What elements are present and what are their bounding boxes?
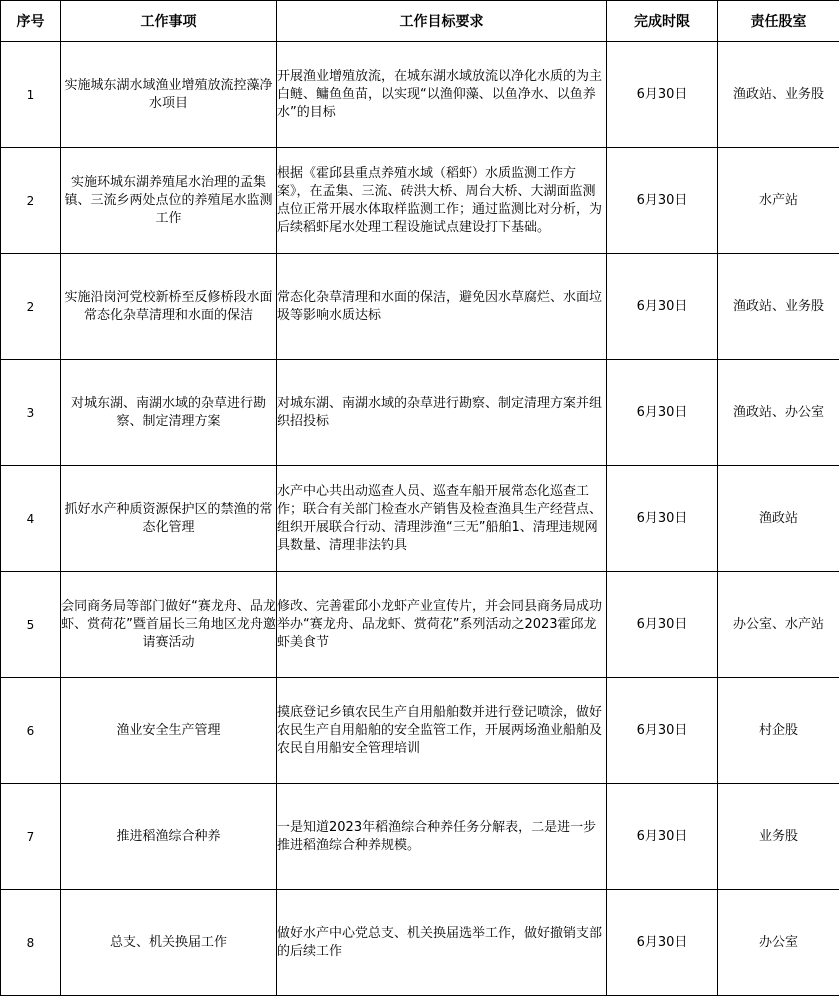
responsible-dept: 渔政站 <box>718 466 839 572</box>
deadline: 6月30日 <box>607 148 718 254</box>
row-number: 6 <box>1 678 61 784</box>
row-number: 8 <box>1 890 61 996</box>
row-number: 2 <box>1 148 61 254</box>
table-row <box>1 890 839 996</box>
work-item: 对城东湖、南湖水域的杂草进行勘察、制定清理方案 <box>61 360 277 466</box>
deadline: 6月30日 <box>607 572 718 678</box>
deadline: 6月30日 <box>607 466 718 572</box>
table-row <box>1 42 839 148</box>
work-goal: 一是知道2023年稻渔综合种养任务分解表，二是进一步推进稻渔综合种养规模。 <box>277 784 607 890</box>
table-row <box>1 360 839 466</box>
deadline: 6月30日 <box>607 254 718 360</box>
table-row <box>1 784 839 890</box>
work-goal: 修改、完善霍邱小龙虾产业宣传片，并会同县商务局成功举办“赛龙舟、品龙虾、赏荷花”系列活动之2023霍邱龙虾美食节 <box>277 572 607 678</box>
work-goal: 摸底登记乡镇农民生产自用船舶数并进行登记喷涂，做好农民生产自用船舶的安全监管工作，开展两场渔业船舶及农民自用船安全管理培训 <box>277 678 607 784</box>
work-item: 渔业安全生产管理 <box>61 678 277 784</box>
header-item: 工作事项 <box>61 1 277 42</box>
responsible-dept: 办公室 <box>718 890 839 996</box>
row-number: 4 <box>1 466 61 572</box>
responsible-dept: 村企股 <box>718 678 839 784</box>
work-goal: 开展渔业增殖放流，在城东湖水域放流以净化水质的为主白鲢、鳙鱼鱼苗，以实现“以渔仰藻、以鱼净水、以鱼养水”的目标 <box>277 42 607 148</box>
header-row <box>1 1 839 42</box>
responsible-dept: 办公室、水产站 <box>718 572 839 678</box>
work-item: 实施沿岗河党校新桥至反修桥段水面常态化杂草清理和水面的保洁 <box>61 254 277 360</box>
header-no: 序号 <box>1 1 61 42</box>
row-number: 5 <box>1 572 61 678</box>
work-item: 推进稻渔综合种养 <box>61 784 277 890</box>
row-number: 1 <box>1 42 61 148</box>
responsible-dept: 渔政站、业务股 <box>718 254 839 360</box>
responsible-dept: 水产站 <box>718 148 839 254</box>
responsible-dept: 渔政站、业务股 <box>718 42 839 148</box>
deadline: 6月30日 <box>607 890 718 996</box>
row-number: 7 <box>1 784 61 890</box>
deadline: 6月30日 <box>607 360 718 466</box>
deadline: 6月30日 <box>607 678 718 784</box>
row-number: 2 <box>1 254 61 360</box>
row-number: 3 <box>1 360 61 466</box>
table-row <box>1 572 839 678</box>
header-goal: 工作目标要求 <box>277 1 607 42</box>
deadline: 6月30日 <box>607 42 718 148</box>
table-row <box>1 678 839 784</box>
table-row <box>1 148 839 254</box>
work-goal: 常态化杂草清理和水面的保洁，避免因水草腐烂、水面垃圾等影响水质达标 <box>277 254 607 360</box>
responsible-dept: 渔政站、办公室 <box>718 360 839 466</box>
work-item: 会同商务局等部门做好“赛龙舟、品龙虾、赏荷花”暨首届长三角地区龙舟邀请赛活动 <box>61 572 277 678</box>
work-item: 总支、机关换届工作 <box>61 890 277 996</box>
work-goal: 对城东湖、南湖水域的杂草进行勘察、制定清理方案并组织招投标 <box>277 360 607 466</box>
work-item: 实施城东湖水域渔业增殖放流控藻净水项目 <box>61 42 277 148</box>
deadline: 6月30日 <box>607 784 718 890</box>
responsible-dept: 业务股 <box>718 784 839 890</box>
table-row <box>1 466 839 572</box>
work-goal: 做好水产中心党总支、机关换届选举工作，做好撤销支部的后续工作 <box>277 890 607 996</box>
header-deadline: 完成时限 <box>607 1 718 42</box>
header-dept: 责任股室 <box>718 1 839 42</box>
work-goal: 水产中心共出动巡查人员、巡查车船开展常态化巡查工作；联合有关部门检查水产销售及检查渔具生产经营点、组织开展联合行动、清理涉渔“三无”船舶1、清理违规网具数量、清理非法钓具 <box>277 466 607 572</box>
work-item: 抓好水产种质资源保护区的禁渔的常态化管理 <box>61 466 277 572</box>
table-row <box>1 254 839 360</box>
work-goal: 根据《霍邱县重点养殖水域（稻虾）水质监测工作方案》，在孟集、三流、砖洪大桥、周台大桥、大湖面监测点位正常开展水体取样监测工作；通过监测比对分析，为后续稻虾尾水处理工程设施试点建设打下基础。 <box>277 148 607 254</box>
work-item: 实施环城东湖养殖尾水治理的孟集镇、三流乡两处点位的养殖尾水监测工作 <box>61 148 277 254</box>
